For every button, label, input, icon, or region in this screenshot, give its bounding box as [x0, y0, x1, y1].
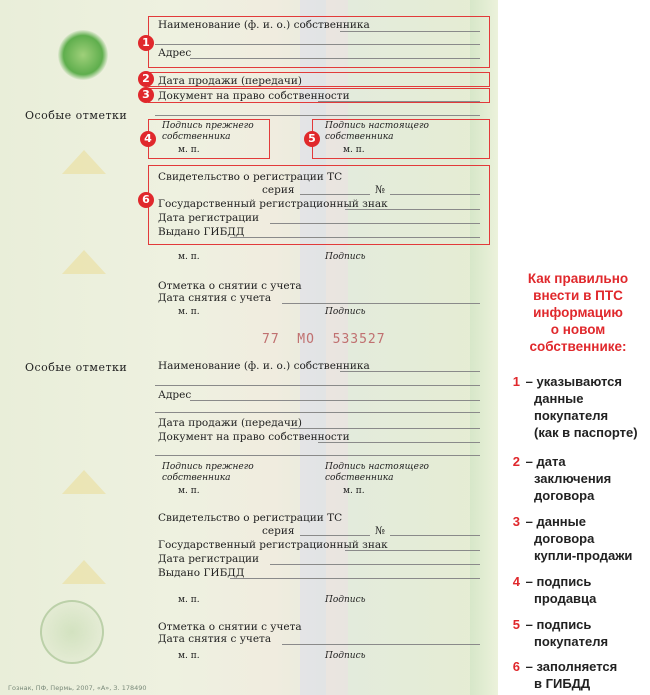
prev-owner-signature-label: собственника: [162, 473, 231, 483]
address-line: [155, 412, 480, 413]
highlight-box-1: [148, 16, 490, 68]
badge-1: 1: [138, 35, 154, 51]
blank-serial-number: 77 МО 533527: [262, 332, 386, 347]
issued-by-line: [230, 578, 480, 579]
guilloche-emblem-icon: [40, 600, 104, 664]
guide-item-text: договора: [534, 488, 595, 503]
guide-item-number: 5: [512, 617, 520, 632]
registration-date-line: [270, 564, 480, 565]
ownership-doc-label: Документ на право собственности: [158, 90, 350, 102]
sale-date-label: Дата продажи (передачи): [158, 417, 302, 429]
guide-item-5: 5 – подпись покупателя: [506, 616, 650, 650]
guide-item-text: продавца: [534, 591, 597, 606]
seal-place-label: м. п.: [178, 307, 200, 317]
seal-place-label: м. п.: [178, 145, 200, 155]
deregistration-date-label: Дата снятия с учета: [158, 633, 272, 645]
owner-name-line: [155, 385, 480, 386]
ownership-doc-line: [155, 455, 480, 456]
registration-date-label: Дата регистрации: [158, 212, 260, 224]
signature-label: Подпись: [325, 651, 366, 661]
security-stripe: [300, 0, 326, 695]
guide-item-number: 6: [512, 659, 520, 674]
ownership-doc-line: [318, 442, 480, 443]
registration-cert-label: Свидетельство о регистрации ТС: [158, 171, 343, 183]
series-label: серия: [262, 525, 295, 537]
ownership-doc-line: [155, 115, 480, 116]
state-plate-label: Государственный регистрационный знак: [158, 198, 388, 210]
guide-title-line: собственнике:: [529, 339, 627, 354]
special-notes-label: Особые отметки: [25, 109, 128, 122]
guide-item-6: 6 – заполняется в ГИБДД: [506, 658, 650, 692]
guide-item-number: 4: [512, 574, 520, 589]
series-label: серия: [262, 184, 295, 196]
guide-item-text: указываются: [536, 374, 622, 389]
security-stripe: [326, 0, 348, 695]
guilloche-rosette-icon: [58, 30, 108, 80]
guide-title-line: Как правильно: [527, 271, 629, 286]
address-line: [190, 400, 480, 401]
guide-item-text: подпись: [536, 574, 592, 589]
deregistration-date-line: [282, 644, 480, 645]
guide-title-line: о новом: [550, 322, 606, 337]
sale-date-label: Дата продажи (передачи): [158, 75, 302, 87]
guide-item-text: покупателя: [534, 408, 609, 423]
guide-panel: [506, 270, 650, 691]
guide-title-line: информацию: [533, 305, 623, 320]
guide-item-text: купли-продажи: [534, 548, 633, 563]
seal-place-label: м. п.: [343, 145, 365, 155]
new-owner-signature-label: Подпись настоящего: [325, 462, 429, 472]
owner-name-label: Наименование (ф. и. о.) собственника: [158, 19, 370, 31]
guide-item-number: 2: [512, 454, 520, 469]
sale-date-line: [290, 428, 480, 429]
signature-label: Подпись: [325, 307, 366, 317]
guide-item-number: 3: [512, 514, 520, 529]
seal-place-label: м. п.: [178, 486, 200, 496]
guide-item-text: дата: [536, 454, 566, 469]
series-line: [300, 535, 370, 536]
guide-item-1: 1 – указываются данные покупателя (как в паспорте): [506, 373, 650, 441]
guide-item-text: заключения: [534, 471, 612, 486]
highlight-box-6: [148, 165, 490, 245]
printer-imprint: Гознак, ПФ, Пермь, 2007, «А», З. 178490: [8, 684, 147, 692]
security-stripe: [470, 0, 498, 695]
deregistration-label: Отметка о снятии с учета: [158, 621, 302, 633]
highlight-box-5: [312, 119, 490, 159]
deregistration-label: Отметка о снятии с учета: [158, 280, 302, 292]
chevron-watermark-icon: [62, 560, 106, 584]
chevron-watermark-icon: [62, 150, 106, 174]
issued-by-label: Выдано ГИБДД: [158, 226, 245, 238]
guide-item-4: 4 – подпись продавца: [506, 573, 650, 607]
highlight-box-3: [148, 88, 490, 103]
guide-item-number: 1: [512, 374, 520, 389]
guide-item-text: подпись: [536, 617, 592, 632]
chevron-watermark-icon: [62, 250, 106, 274]
badge-2: 2: [138, 71, 154, 87]
registration-date-label: Дата регистрации: [158, 553, 260, 565]
address-label: Адрес: [158, 389, 192, 401]
prev-owner-signature-label: Подпись прежнего: [162, 121, 254, 131]
guide-item-text: в ГИБДД: [534, 676, 591, 691]
badge-3: 3: [138, 87, 154, 103]
owner-name-line: [340, 371, 480, 372]
new-owner-signature-label: Подпись настоящего: [325, 121, 429, 131]
guide-item-text: данные: [534, 391, 584, 406]
seal-place-label: м. п.: [178, 651, 200, 661]
chevron-watermark-icon: [62, 470, 106, 494]
guide-item-text: заполняется: [536, 659, 618, 674]
address-label: Адрес: [158, 47, 192, 59]
deregistration-date-label: Дата снятия с учета: [158, 292, 272, 304]
highlight-box-4: [148, 119, 270, 159]
badge-5: 5: [304, 131, 320, 147]
number-sign-label: №: [375, 184, 385, 196]
state-plate-label: Государственный регистрационный знак: [158, 539, 388, 551]
signature-label: Подпись: [325, 252, 366, 262]
seal-place-label: м. п.: [343, 486, 365, 496]
badge-4: 4: [140, 131, 156, 147]
new-owner-signature-label: собственника: [325, 473, 394, 483]
owner-name-label: Наименование (ф. и. о.) собственника: [158, 360, 370, 372]
issued-by-label: Выдано ГИБДД: [158, 567, 245, 579]
number-sign-label: №: [375, 525, 385, 537]
guide-item-text: данные: [536, 514, 586, 529]
number-line: [390, 535, 480, 536]
deregistration-date-line: [282, 303, 480, 304]
new-owner-signature-label: собственника: [325, 132, 394, 142]
prev-owner-signature-label: Подпись прежнего: [162, 462, 254, 472]
guide-item-3: 3 – данные договора купли-продажи: [506, 513, 650, 564]
guide-title-line: внести в ПТС: [533, 288, 623, 303]
prev-owner-signature-label: собственника: [162, 132, 231, 142]
registration-cert-label: Свидетельство о регистрации ТС: [158, 512, 343, 524]
state-plate-line: [345, 550, 480, 551]
seal-place-label: м. п.: [178, 252, 200, 262]
special-notes-label: Особые отметки: [25, 361, 128, 374]
signature-label: Подпись: [325, 595, 366, 605]
highlight-box-2: [148, 72, 490, 87]
guide-item-text: покупателя: [534, 634, 609, 649]
guide-item-2: 2 – дата заключения договора: [506, 453, 650, 504]
seal-place-label: м. п.: [178, 595, 200, 605]
guide-item-text: (как в паспорте): [534, 425, 638, 440]
badge-6: 6: [138, 192, 154, 208]
guide-item-text: договора: [534, 531, 595, 546]
ownership-doc-label: Документ на право собственности: [158, 431, 350, 443]
